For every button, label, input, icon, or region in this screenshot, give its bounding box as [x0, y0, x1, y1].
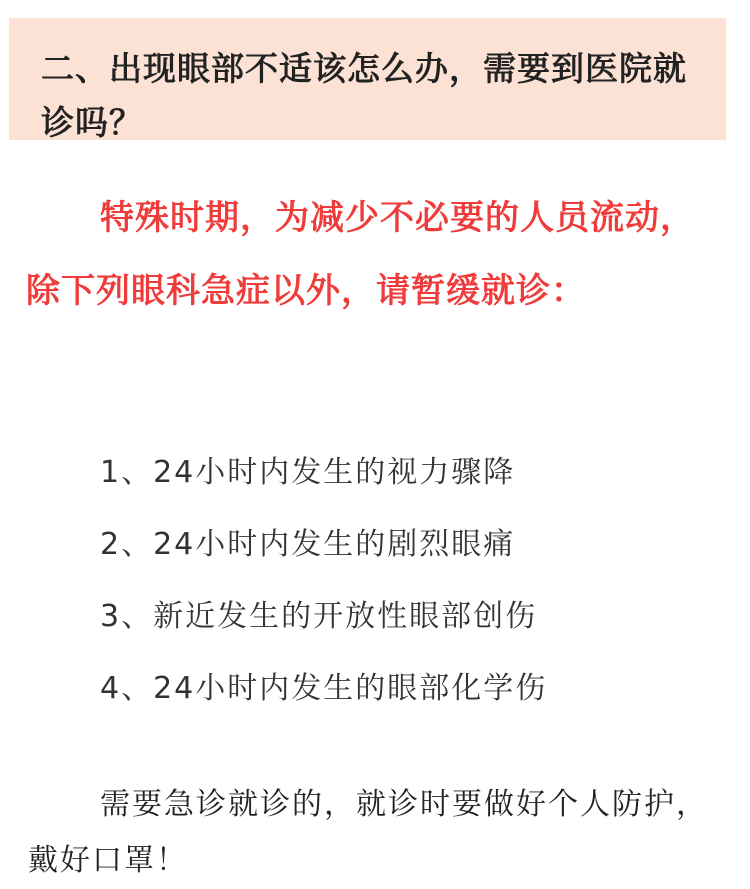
section-heading: 二、出现眼部不适该怎么办，需要到医院就诊吗？: [41, 49, 687, 142]
closing-paragraph: 需要急诊就诊的，就诊时要做好个人防护，戴好口罩！: [28, 787, 708, 878]
emergency-item-3: 3、新近发生的开放性眼部创伤: [100, 599, 538, 634]
emergency-list: [100, 449, 547, 737]
section-heading-box: [9, 18, 726, 140]
emergency-item-1: 1、24小时内发生的视力骤降: [100, 455, 516, 490]
emergency-item-2: 2、24小时内发生的剧烈眼痛: [100, 527, 516, 562]
notice-paragraph: 特殊时期，为减少不必要的人员流动，除下列眼科急症以外，请暂缓就诊：: [26, 198, 695, 311]
emergency-item-4: 4、24小时内发生的眼部化学伤: [100, 671, 548, 706]
